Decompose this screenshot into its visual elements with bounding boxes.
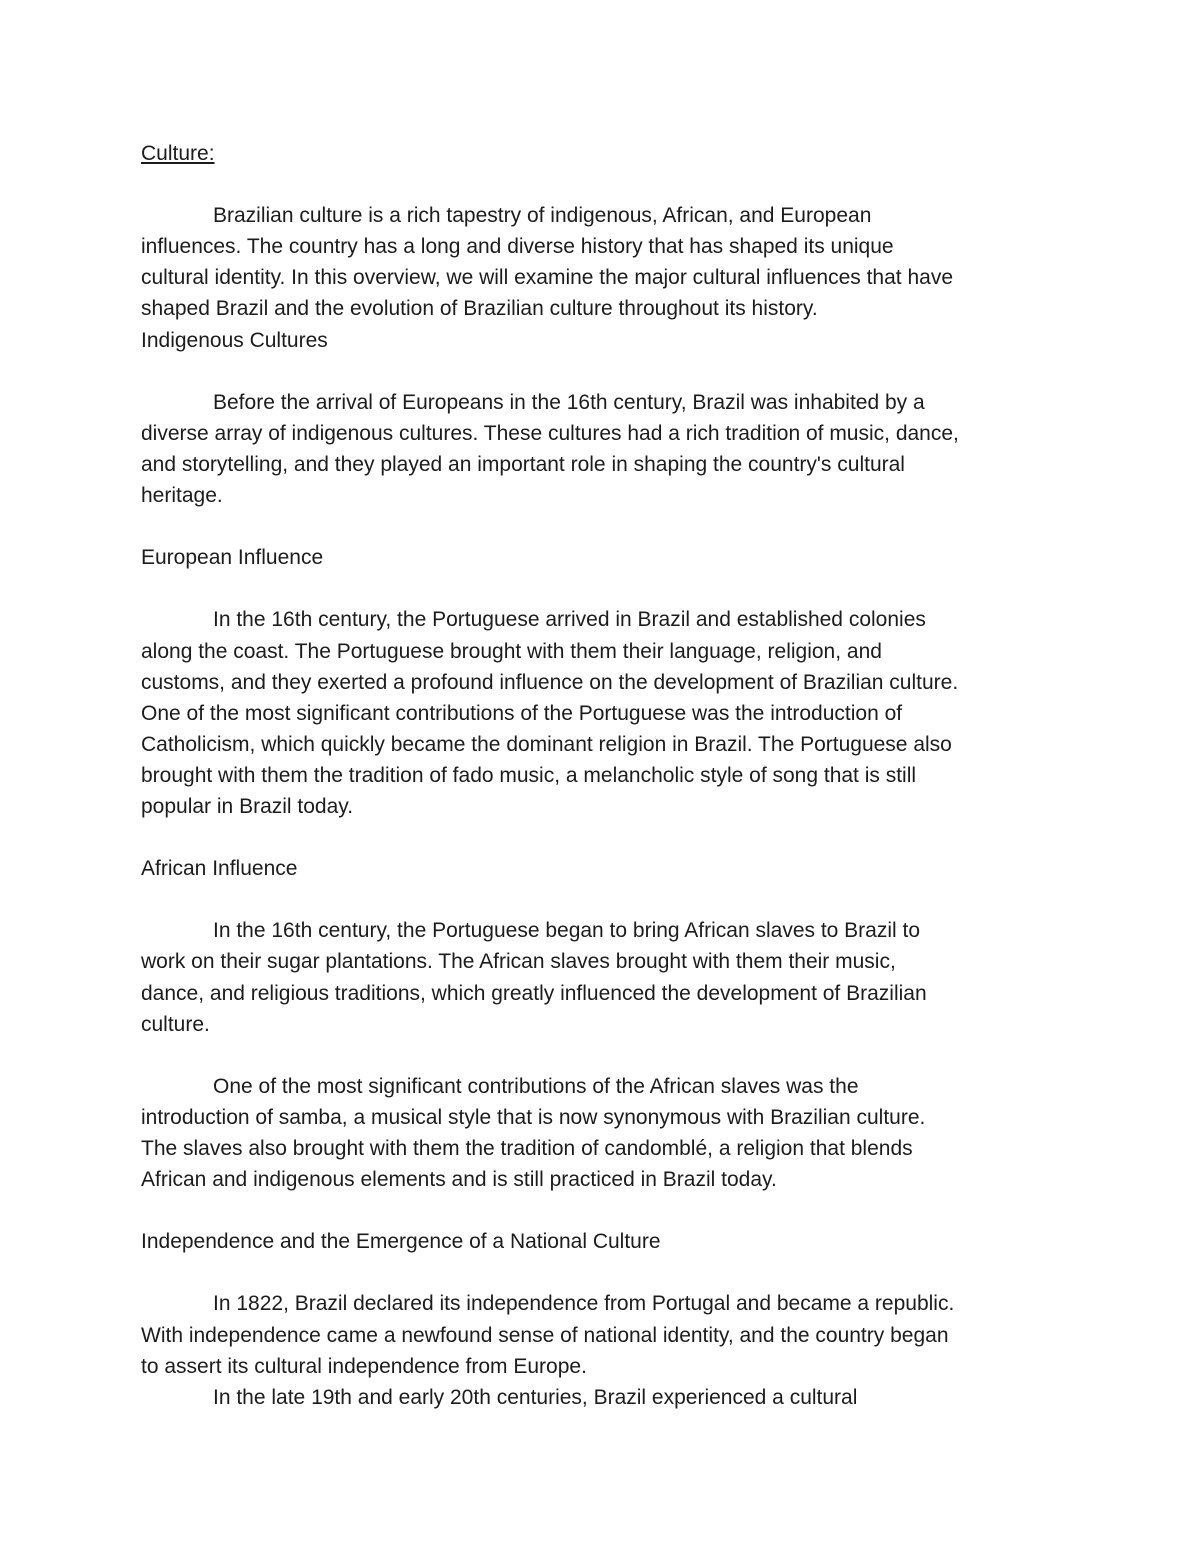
text-line: In the late 19th and early 20th centuries, Brazil experienced a cultural [213, 1385, 858, 1409]
text-line: shaped Brazil and the evolution of Brazilian culture throughout its history. [141, 297, 818, 321]
section-heading-european: European Influence [141, 546, 324, 570]
text-line: African and indigenous elements and is still practiced in Brazil today. [141, 1168, 777, 1192]
paragraph [141, 1288, 1071, 1381]
text-line: The slaves also brought with them the tradition of candomblé, a religion that blends [141, 1137, 913, 1160]
text-line: to assert its cultural independence from Europe. [141, 1354, 587, 1378]
paragraph [141, 1071, 1071, 1195]
text-line: In the 16th century, the Portuguese arrived in Brazil and established colonies [213, 608, 926, 632]
text-line: influences. The country has a long and diverse history that has shaped its unique [141, 235, 894, 259]
text-line: customs, and they exerted a profound influence on the development of Brazilian culture. [141, 670, 959, 694]
paragraph [141, 915, 1071, 1039]
text-line: diverse array of indigenous cultures. These cultures had a rich tradition of music, dance, [141, 421, 959, 445]
text-line: popular in Brazil today. [141, 794, 354, 818]
spacer [141, 822, 1071, 853]
text-line: One of the most significant contributions of the African slaves was the [213, 1074, 859, 1098]
spacer [141, 356, 1071, 387]
text-line: work on their sugar plantations. The African slaves brought with them their music, [141, 950, 896, 974]
document-page [141, 138, 1071, 1413]
section-heading-independence: Independence and the Emergence of a National Culture [141, 1230, 661, 1254]
text-line: and storytelling, and they played an important role in shaping the country's cultural [141, 452, 905, 476]
paragraph [141, 1382, 1071, 1413]
document-title: Culture: [141, 142, 215, 165]
paragraph [141, 387, 1071, 511]
text-line: Catholicism, which quickly became the dominant religion in Brazil. The Portuguese also [141, 732, 952, 756]
spacer [141, 1257, 1071, 1288]
section-heading-indigenous: Indigenous Cultures [141, 328, 328, 352]
text-line: One of the most significant contributions of the Portuguese was the introduction of [141, 701, 903, 725]
spacer [141, 1040, 1071, 1071]
spacer [141, 511, 1071, 542]
spacer [141, 573, 1071, 604]
text-line: cultural identity. In this overview, we will examine the major cultural influences that have [141, 266, 953, 290]
text-line: In the 16th century, the Portuguese began to bring African slaves to Brazil to [213, 919, 921, 943]
spacer [141, 1195, 1071, 1226]
text-line: In 1822, Brazil declared its independence from Portugal and became a republic. [213, 1292, 955, 1316]
text-line: dance, and religious traditions, which greatly influenced the development of Brazilian [141, 981, 927, 1005]
text-line: culture. [141, 1012, 210, 1036]
spacer [141, 884, 1071, 915]
intro-paragraph [141, 200, 1071, 324]
text-line: heritage. [141, 484, 223, 508]
text-line: Brazilian culture is a rich tapestry of indigenous, African, and European [213, 204, 872, 228]
text-line: brought with them the tradition of fado music, a melancholic style of song that is still [141, 763, 917, 787]
spacer [141, 169, 1071, 200]
paragraph [141, 604, 1071, 822]
text-line: Before the arrival of Europeans in the 16th century, Brazil was inhabited by a [213, 390, 925, 414]
text-line: With independence came a newfound sense of national identity, and the country began [141, 1323, 949, 1347]
text-line: along the coast. The Portuguese brought with them their language, religion, and [141, 639, 882, 663]
text-line: introduction of samba, a musical style that is now synonymous with Brazilian culture. [141, 1105, 926, 1129]
section-heading-african: African Influence [141, 857, 298, 881]
